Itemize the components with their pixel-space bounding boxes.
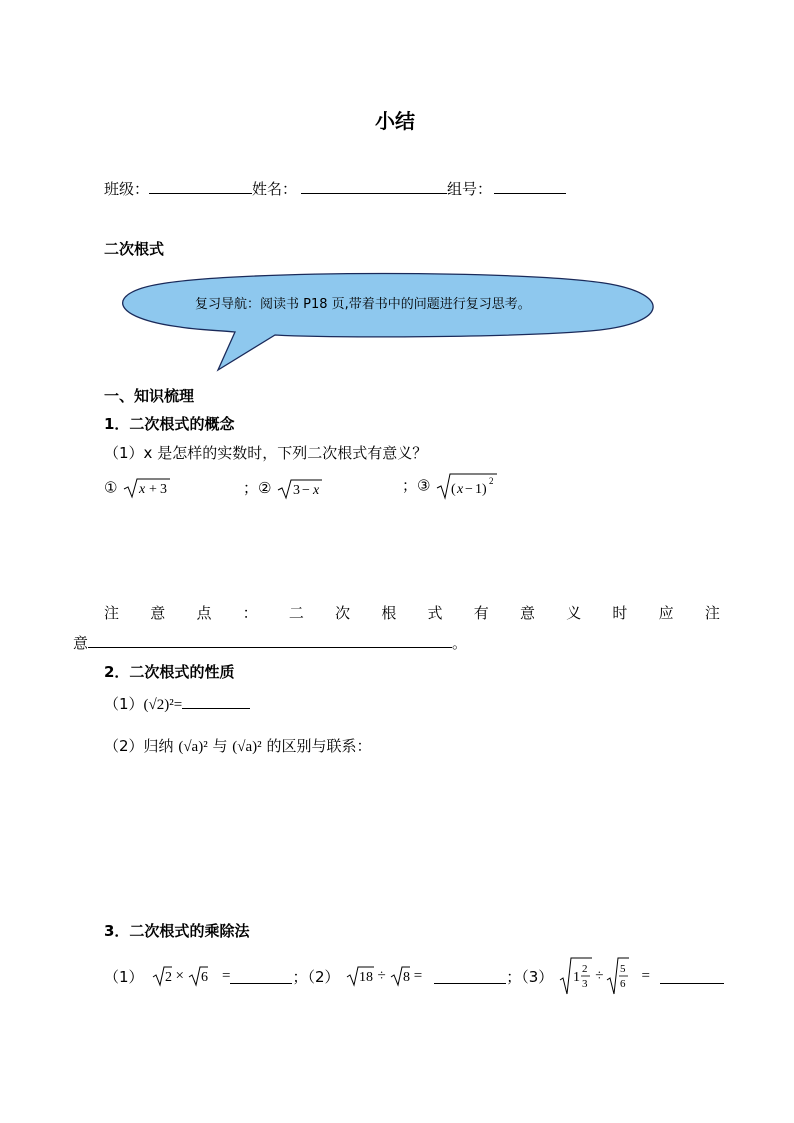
student-info-row	[104, 178, 566, 199]
svg-text:3: 3	[160, 482, 168, 497]
notice-line2-end: 。	[452, 634, 468, 652]
item3-p2: ；（2）	[292, 967, 340, 986]
item1-question: （1）x 是怎样的实数时，下列二次根式有意义？	[104, 444, 428, 462]
knowledge-heading: 一、知识梳理	[104, 387, 195, 405]
notice-char: 注	[104, 604, 120, 622]
expr2-marker: ；②	[243, 479, 272, 497]
equals-3: =	[641, 967, 650, 984]
svg-text:3: 3	[293, 482, 301, 498]
divide-sign-1: ÷	[377, 967, 386, 984]
sqrt-1-2-3	[559, 956, 593, 996]
svg-text:1: 1	[573, 970, 581, 985]
equals-1: =	[222, 967, 231, 984]
svg-text:8: 8	[402, 970, 410, 985]
sqrt-5-6	[606, 956, 630, 996]
sqrt-2	[152, 965, 172, 987]
group-label: 组号：	[447, 180, 493, 198]
notice-char: ：	[242, 604, 258, 622]
svg-text:+: +	[149, 482, 158, 497]
notice-char: 次	[335, 604, 351, 622]
item3-p1: （1）	[104, 967, 144, 986]
svg-text:3: 3	[582, 978, 588, 990]
item2-q1-prefix: （1）	[104, 695, 144, 713]
svg-text:6: 6	[201, 970, 209, 985]
svg-text:5: 5	[619, 963, 626, 975]
notice-line-2	[73, 632, 467, 653]
callout-bubble	[100, 268, 670, 378]
sqrt-18	[346, 965, 374, 987]
divide-sign-2: ÷	[595, 967, 604, 984]
svg-text:−: −	[302, 482, 311, 498]
notice-char: 时	[612, 604, 628, 622]
svg-text:18: 18	[358, 970, 373, 985]
class-blank[interactable]	[149, 179, 252, 194]
item2-q2-mid: 与	[212, 737, 228, 755]
notice-char: 有	[473, 604, 489, 622]
notice-char: 应	[658, 604, 674, 622]
notice-line2-start: 意	[73, 634, 89, 652]
item3-p3: ；（3）	[506, 967, 554, 986]
item3-blank-1[interactable]	[230, 969, 292, 984]
item3-heading: 3．二次根式的乘除法	[104, 922, 250, 940]
item2-q1-expr: (√2)²=	[143, 697, 183, 713]
class-label: 班级：	[104, 180, 150, 198]
item2-q2-expr-a: (√a)²	[178, 739, 208, 755]
expr2	[243, 477, 326, 500]
svg-text:−: −	[465, 482, 474, 497]
notice-char: 意	[519, 604, 535, 622]
item1-heading: 1．二次根式的概念	[104, 415, 235, 433]
svg-text:(: (	[451, 482, 456, 497]
notice-char: 二	[288, 604, 304, 622]
svg-text:x: x	[313, 482, 320, 498]
name-blank[interactable]	[301, 179, 447, 194]
svg-text:2: 2	[582, 963, 588, 975]
notice-char: 根	[381, 604, 397, 622]
item2-q1	[104, 693, 250, 714]
item2-q2-expr-b: (√a)²	[232, 739, 262, 755]
item2-q2	[104, 735, 371, 756]
sqrt-x-plus-3	[122, 477, 172, 499]
times-sign: ×	[175, 967, 185, 984]
sqrt-6	[188, 965, 208, 987]
notice-char: 意	[150, 604, 166, 622]
sqrt-3-minus-x	[276, 478, 326, 500]
svg-text:2: 2	[164, 970, 172, 985]
notice-blank[interactable]	[88, 633, 452, 648]
section-heading: 二次根式	[104, 240, 165, 258]
item2-heading: 2．二次根式的性质	[104, 663, 235, 681]
item2-q1-blank[interactable]	[182, 694, 250, 709]
item2-q2-suffix: 的区别与联系：	[266, 737, 372, 755]
svg-text:1): 1)	[475, 482, 487, 497]
expr1	[104, 477, 172, 499]
equals-2: =	[413, 967, 423, 984]
item2-q2-prefix: （2）归纳	[104, 737, 174, 755]
sqrt-8	[390, 965, 410, 987]
sqrt-x-minus-1-squared	[435, 472, 499, 500]
page-title: 小结	[375, 109, 415, 133]
expr3	[402, 472, 499, 500]
notice-line	[104, 602, 720, 623]
item3-blank-2[interactable]	[434, 969, 506, 984]
notice-char: 注	[704, 604, 720, 622]
expr1-marker: ①	[104, 478, 118, 497]
item3-row	[104, 956, 724, 996]
svg-text:x: x	[139, 482, 146, 497]
svg-text:6: 6	[619, 978, 626, 990]
svg-text:2: 2	[489, 476, 494, 486]
notice-char: 点	[196, 604, 212, 622]
notice-char: 义	[566, 604, 582, 622]
name-label: 姓名：	[252, 180, 298, 198]
item3-blank-3[interactable]	[660, 969, 724, 984]
expr3-marker: ；③	[402, 476, 431, 495]
callout-text: 复习导航：阅读书 P18 页,带着书中的问题进行复习思考。	[195, 297, 531, 312]
group-blank[interactable]	[494, 179, 566, 194]
notice-char: 式	[427, 604, 443, 622]
svg-text:x: x	[457, 482, 464, 497]
